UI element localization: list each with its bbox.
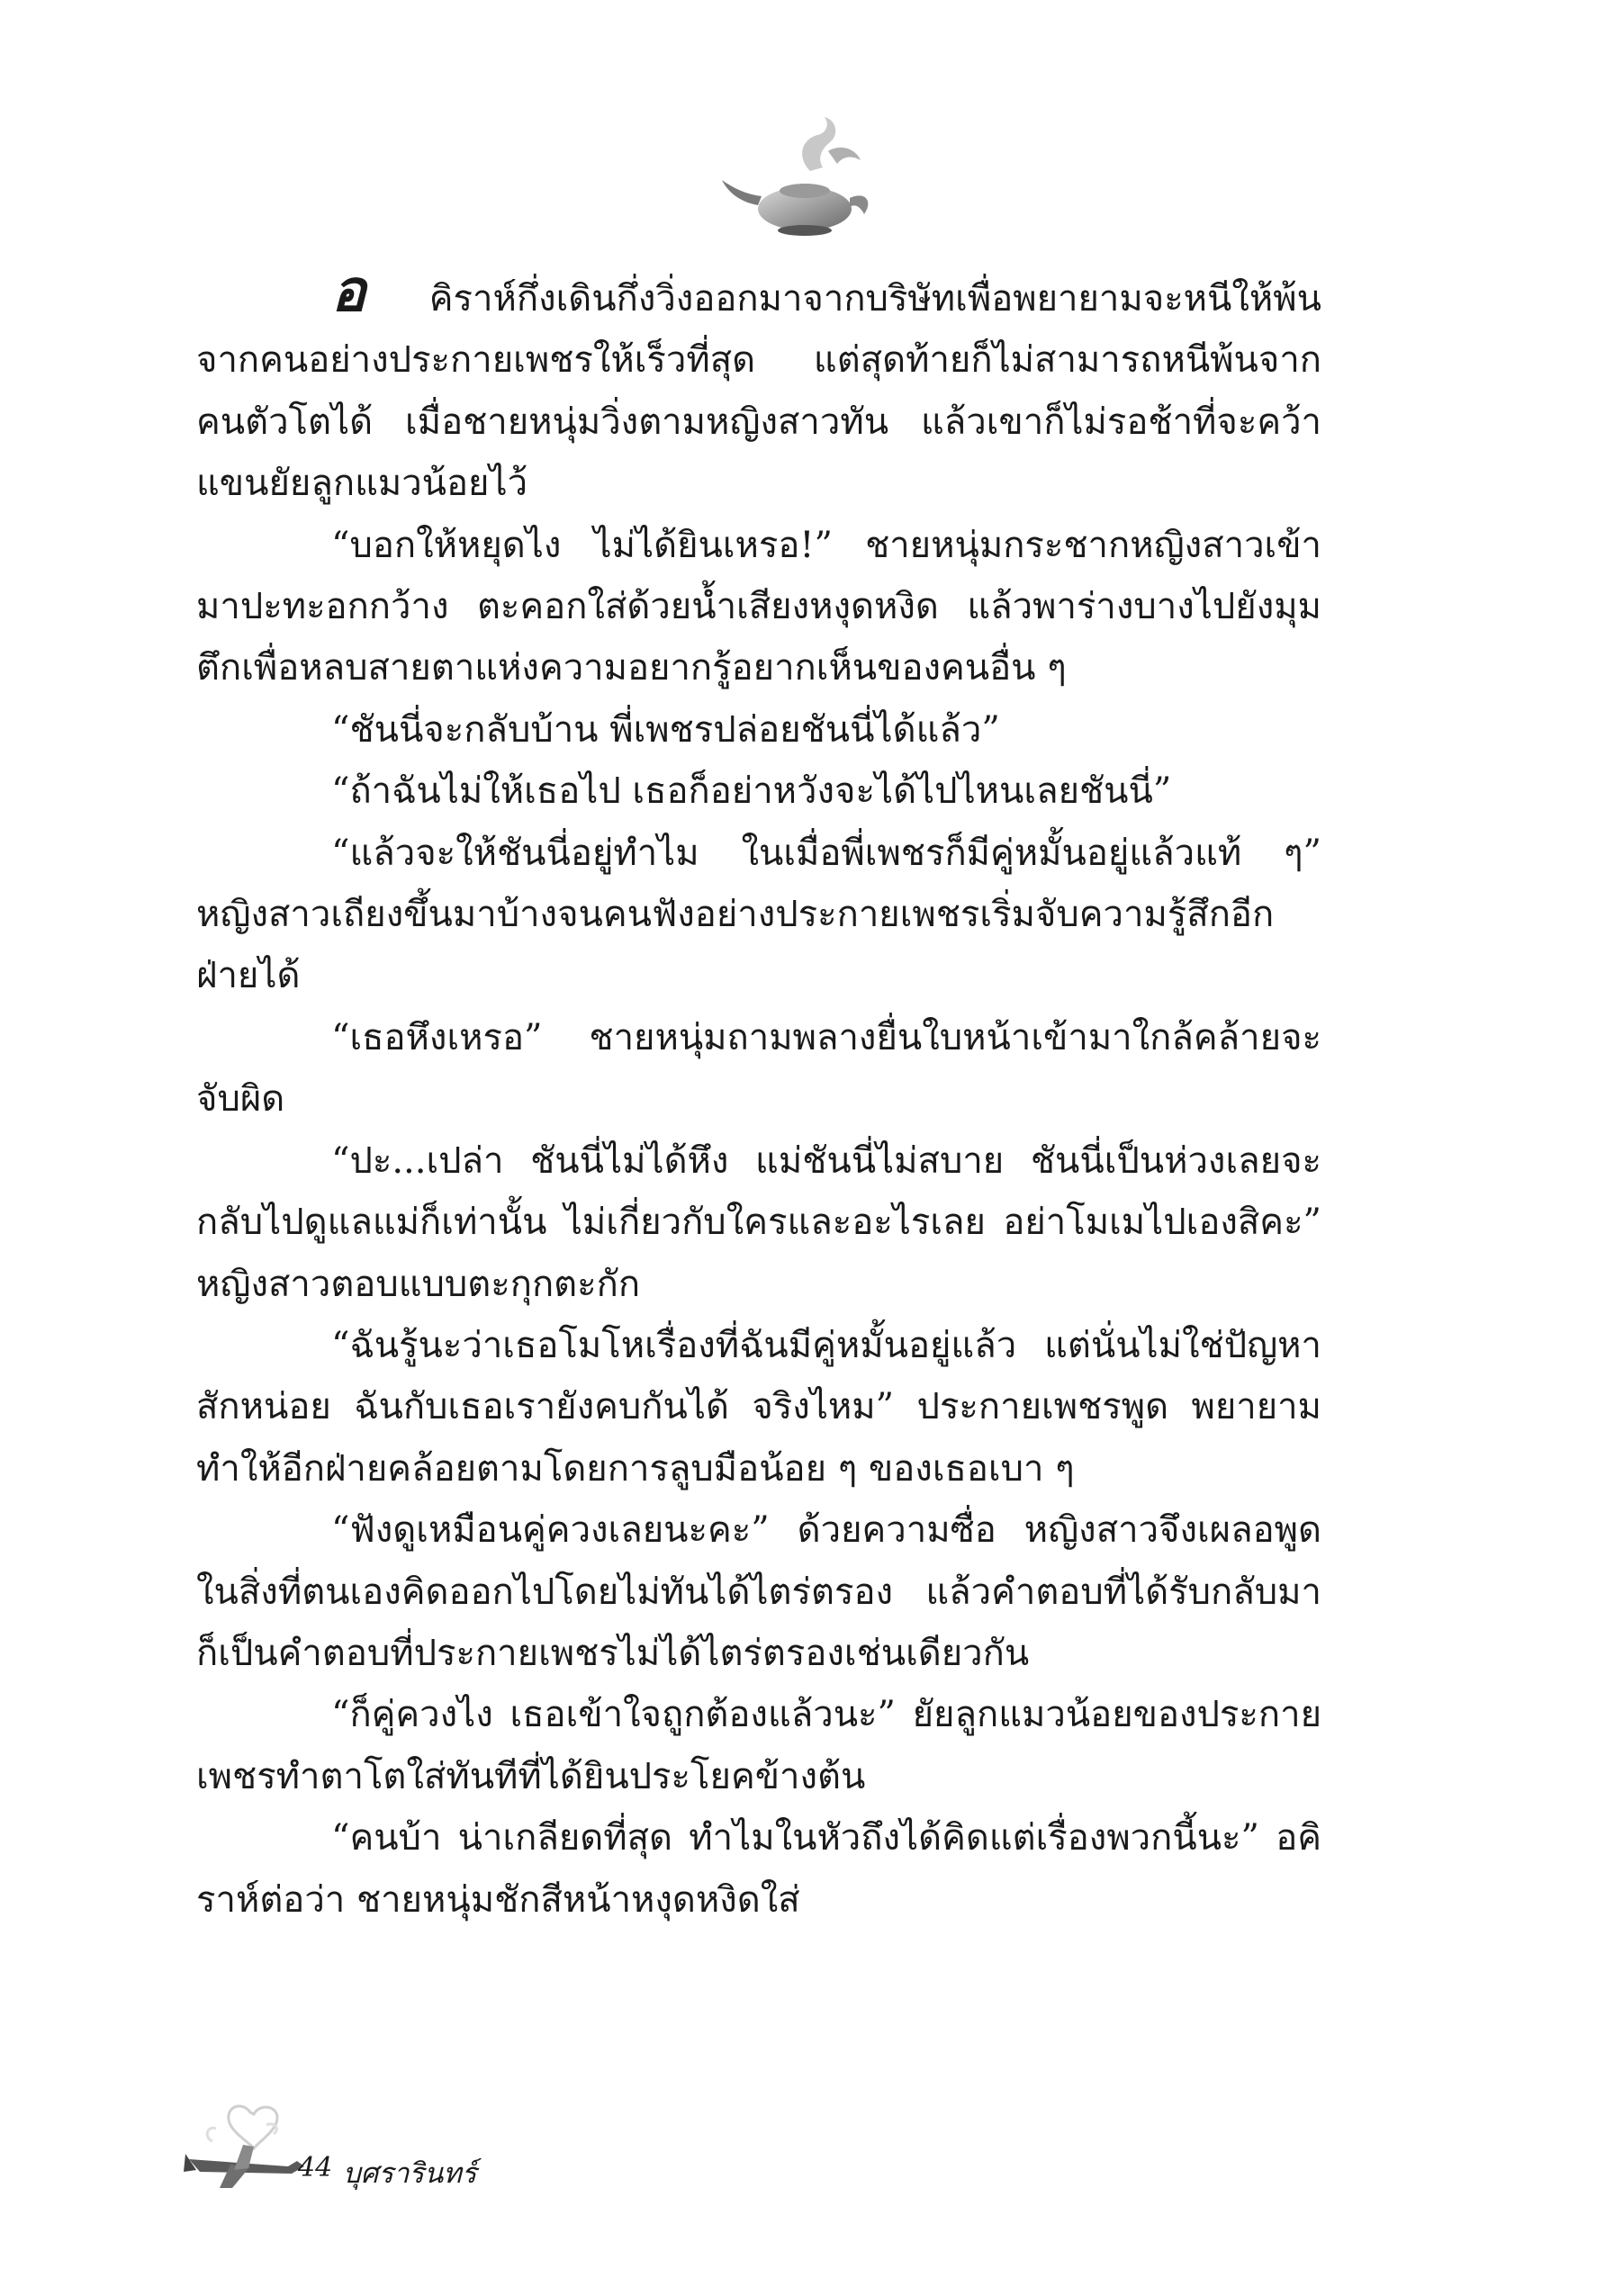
- paragraph-text: คิราห์กึ่งเดินกึ่งวิ่งออกมาจากบริษัทเพื่อพยายามจะหนีให้พ้นจากคนอย่างประกายเพชรให้เร็วที่สุด แต่สุดท้ายก็ไม่สามารถหนีพ้นจากคนตัวโตได้ เมื่อชายหนุ่มวิ่งตามหญิงสาวทัน แล้วเขาก็ไม่รอช้าที่จะคว้าแขนยัยลูกแมวน้อยไว้: [196, 278, 1321, 505]
- paragraph: “ฉันรู้นะว่าเธอโมโหเรื่องที่ฉันมีคู่หมั้นอยู่แล้ว แต่นั่นไม่ใช่ปัญหาสักหน่อย ฉันกับเธอเรายังคบกันได้ จริงไหม” ประกายเพชรพูด พยายามทำให้อีกฝ่ายคล้อยตามโดยการลูบมือน้อย ๆ ของเธอเบา ๆ: [196, 1324, 1321, 1490]
- paragraph: “ก็คู่ควงไง เธอเข้าใจถูกต้องแล้วนะ” ยัยลูกแมวน้อยของประกายเพชรทำตาโตใส่ทันทีที่ได้ยินประโยคข้างต้น: [196, 1694, 1321, 1797]
- paragraph: “ชันนี่จะกลับบ้าน พี่เพชรปล่อยชันนี่ได้แล้ว”: [331, 708, 1000, 751]
- paragraph: “แล้วจะให้ชันนี่อยู่ทำไม ในเมื่อพี่เพชรก็มีคู่หมั้นอยู่แล้วแท้ ๆ” หญิงสาวเถียงขึ้นมาบ้างจนคนฟังอย่างประกายเพชรเริ่มจับความรู้สึกอีกฝ่ายได้: [196, 832, 1321, 997]
- paragraph: “คนบ้า น่าเกลียดที่สุด ทำไมในหัวถึงได้คิดแต่เรื่องพวกนี้นะ” อคิราห์ต่อว่า ชายหนุ่มชักสีหน้าหงุดหงิดใส่: [196, 1817, 1321, 1921]
- page-number: 44: [298, 2152, 333, 2183]
- paragraph: “เธอหึงเหรอ” ชายหนุ่มถามพลางยื่นใบหน้าเข้ามาใกล้คล้ายจะจับผิด: [196, 1016, 1321, 1121]
- author-name: บุศรารินทร์: [343, 2157, 477, 2190]
- page-footer: [180, 2102, 558, 2201]
- paragraph: “บอกให้หยุดไง ไม่ได้ยินเหรอ!” ชายหนุ่มกระชากหญิงสาวเข้ามาปะทะอกกว้าง ตะคอกใส่ด้วยน้ำเสียงหงุดหงิด แล้วพาร่างบางไปยังมุมตึกเพื่อหลบสายตาแห่งความอยากรู้อยากเห็นของคนอื่น ๆ: [196, 524, 1321, 689]
- paragraph: “ถ้าฉันไม่ให้เธอไป เธอก็อย่าหวังจะได้ไปไหนเลยชันนี่”: [331, 770, 1172, 813]
- paragraph: [196, 257, 1321, 515]
- paragraph: “ปะ...เปล่า ชันนี่ไม่ได้หึง แม่ชันนี่ไม่สบาย ชันนี่เป็นห่วงเลยจะกลับไปดูแลแม่ก็เท่านั้น ไม่เกี่ยวกับใครและอะไรเลย อย่าโมเมไปเองสิคะ” หญิงสาวตอบแบบตะกุกตะกัก: [196, 1139, 1321, 1305]
- teapot-ornament-icon: [711, 108, 900, 243]
- drop-cap: อ: [331, 257, 366, 325]
- body-text: [196, 257, 1321, 1931]
- paragraph: “ฟังดูเหมือนคู่ควงเลยนะคะ” ด้วยความซื่อ หญิงสาวจึงเผลอพูดในสิ่งที่ตนเองคิดออกไปโดยไม่ทันได้ไตร่ตรอง แล้วคำตอบที่ได้รับกลับมาก็เป็นคำตอบที่ประกายเพชรไม่ได้ไตร่ตรองเช่นเดียวกัน: [196, 1509, 1321, 1674]
- airplane-heart-ornament-icon: [180, 2102, 311, 2201]
